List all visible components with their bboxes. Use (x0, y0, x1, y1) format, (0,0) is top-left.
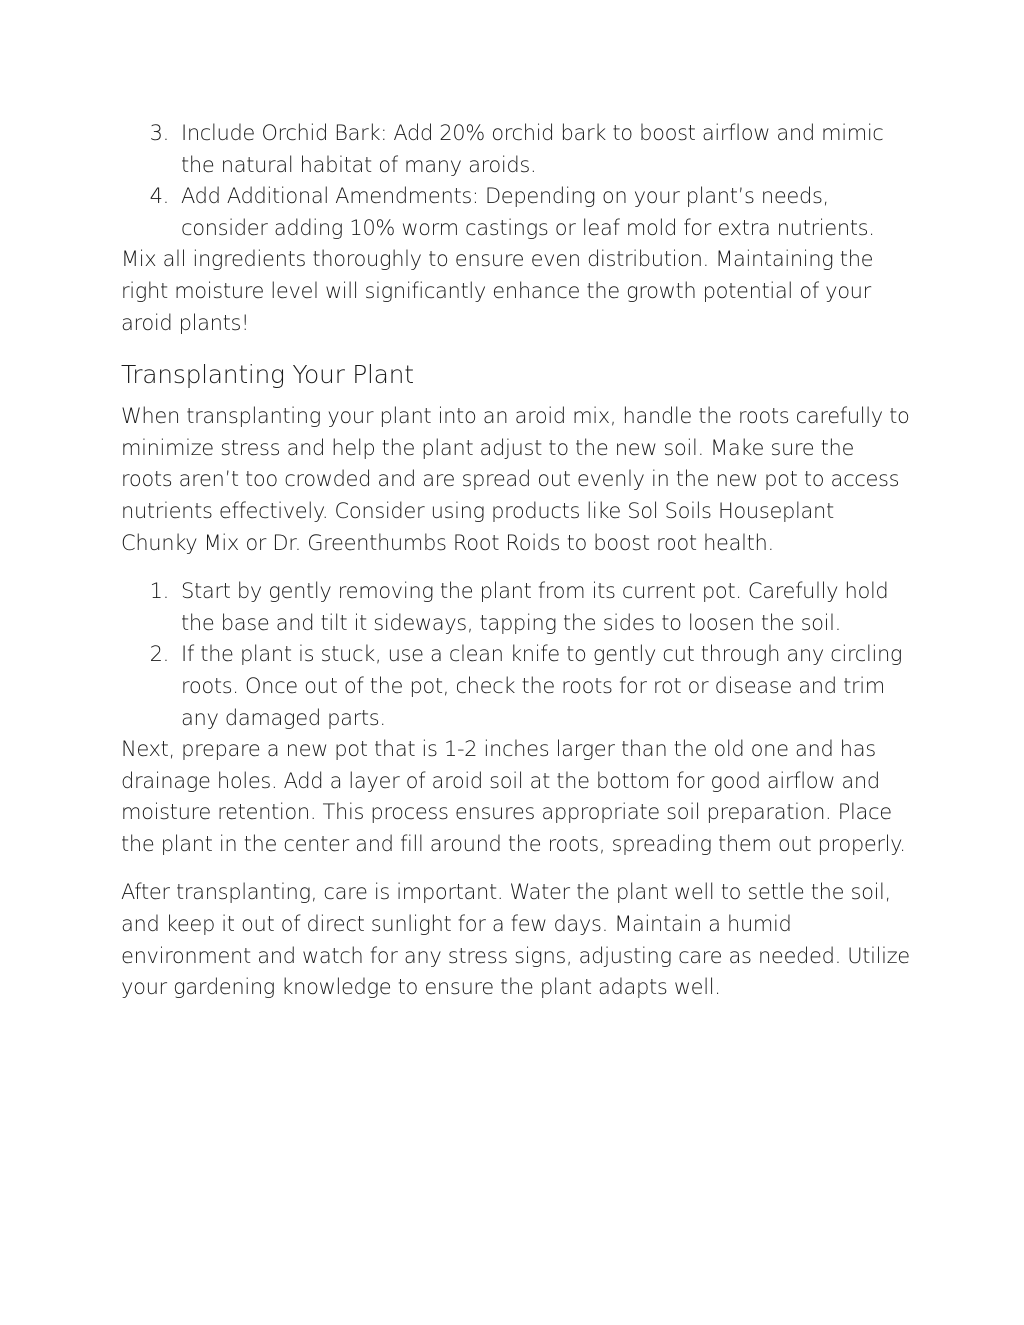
document-page (121, 118, 911, 1004)
list-number: 2. (149, 642, 169, 667)
list-number: 1. (149, 579, 169, 604)
list-item (121, 576, 911, 639)
section-heading: Transplanting Your Plant (121, 360, 414, 390)
next-paragraph: Next, prepare a new pot that is 1-2 inches larger than the old one and has drainage holes. Add a layer of aroid soil at the bottom for good airflow and moisture retention. This process ensures appropriate soil preparation. Place the plant in the center and fill around the roots, spreading them out properly. (121, 737, 906, 856)
list-number: 4. (149, 184, 169, 209)
list-item (121, 639, 911, 734)
transplant-steps-list (121, 576, 911, 734)
list-item (121, 118, 911, 181)
list-item (121, 181, 911, 244)
list-item-text: Add Additional Amendments: Depending on your plant’s needs, consider adding 10% worm castings or leaf mold for extra nutrients. (181, 184, 875, 240)
list-item-text: Start by gently removing the plant from its current pot. Carefully hold the base and tilt it sideways, tapping the sides to loosen the soil. (181, 579, 889, 635)
list-item-text: If the plant is stuck, use a clean knife to gently cut through any circling roots. Once out of the pot, check the roots for rot or disease and trim any damaged parts. (181, 642, 903, 730)
intro-paragraph: When transplanting your plant into an aroid mix, handle the roots carefully to minimize stress and help the plant adjust to the new soil. Make sure the roots aren’t too crowded and are spread out evenly in the new pot to access nutrients effectively. Consider using products like Sol Soils Houseplant Chunky Mix or Dr. Greenthumbs Root Roids to boost root health. (121, 404, 910, 555)
soil-mix-steps-list (121, 118, 911, 244)
list-number: 3. (149, 121, 169, 145)
mix-paragraph: Mix all ingredients thoroughly to ensure even distribution. Maintaining the right moisture level will significantly enhance the growth potential of your aroid plants! (121, 247, 874, 335)
aftercare-paragraph: After transplanting, care is important. Water the plant well to settle the soil, and keep it out of direct sunlight for a few days. Maintain a humid environment and watch for any stress signs, adjusting care as needed. Utilize your gardening knowledge to ensure the plant adapts well. (121, 880, 910, 1000)
list-item-text: Include Orchid Bark: Add 20% orchid bark to boost airflow and mimic the natural habitat of many aroids. (181, 121, 884, 177)
